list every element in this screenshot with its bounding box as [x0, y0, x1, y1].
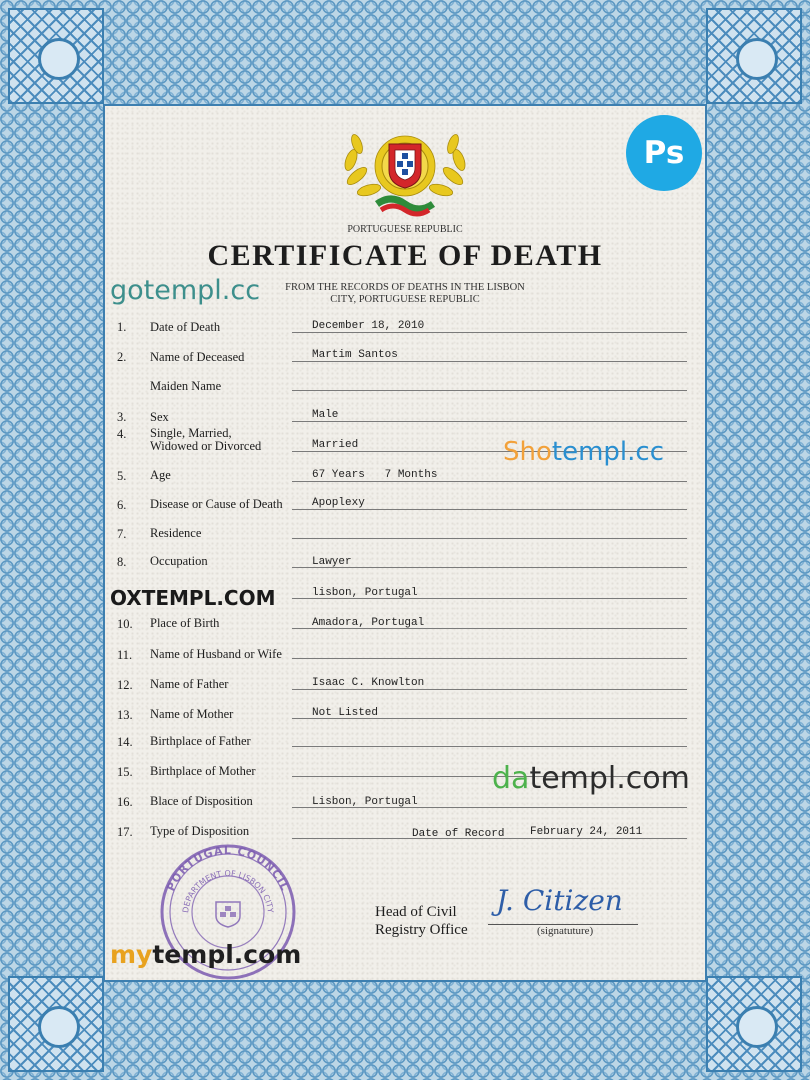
- field-underline: [292, 628, 687, 629]
- certificate-subtitle: [260, 282, 550, 306]
- subtitle-line-2: CITY, PORTUGUESE REPUBLIC: [330, 294, 480, 305]
- field-number: 10.: [117, 617, 133, 631]
- field-number: 5.: [117, 469, 127, 483]
- field-value-age: 67 Years 7 Months: [312, 469, 438, 481]
- field-number: 6.: [117, 498, 127, 512]
- field-value-place-of-death: lisbon, Portugal: [312, 587, 418, 599]
- field-label-maiden-name: Maiden Name: [150, 379, 222, 393]
- watermark-part: templ.cc: [551, 437, 664, 467]
- corner-ornament-bottom-left: [8, 976, 104, 1072]
- field-number: 16.: [117, 795, 133, 809]
- office-line-2: Registry Office: [375, 922, 468, 938]
- field-underline: [292, 807, 687, 808]
- field-label-residence: Residence: [150, 526, 202, 540]
- seal-top-text: PORTUGAL COUNCIL: [164, 843, 292, 894]
- field-underline: [292, 658, 687, 659]
- badge-text: Ps: [643, 135, 685, 171]
- watermark-part: da: [492, 761, 530, 796]
- field-value-place-of-disposition: Lisbon, Portugal: [312, 796, 418, 808]
- field-value-marital-status: Married: [312, 439, 359, 451]
- head-of-civil-registry-label: [375, 903, 468, 939]
- field-value-father-name: Isaac C. Knowlton: [312, 677, 425, 689]
- field-label-occupation: Occupation: [150, 554, 208, 568]
- field-number: 1.: [117, 320, 127, 334]
- field-value-sex: Male: [312, 409, 339, 421]
- watermark-shotempl: [503, 437, 664, 467]
- corner-ornament-top-left: [8, 8, 104, 104]
- field-label-date-of-death: Date of Death: [150, 320, 221, 334]
- signature-caption: (signatuture): [537, 925, 594, 937]
- watermark-part: templ.com: [529, 761, 690, 796]
- corner-ornament-top-right: [706, 8, 802, 104]
- field-label-father-birthplace: Birthplace of Father: [150, 734, 251, 748]
- watermark-part: Sho: [503, 437, 552, 467]
- field-number: 2.: [117, 350, 127, 364]
- field-number: 14.: [117, 735, 133, 749]
- watermark-part: my: [110, 940, 153, 969]
- watermark-gotempl: gotempl.cc: [110, 275, 261, 306]
- field-underline: [292, 361, 687, 362]
- field-value-name-of-deceased: Martim Santos: [312, 349, 398, 361]
- date-of-record-value: February 24, 2011: [530, 826, 643, 838]
- field-label-cause-of-death: Disease or Cause of Death: [150, 497, 283, 511]
- field-underline: [292, 718, 687, 719]
- field-underline: [292, 421, 687, 422]
- field-label-age: Age: [150, 468, 171, 482]
- field-number: 15.: [117, 765, 133, 779]
- watermark-part: templ.com: [152, 940, 302, 969]
- field-number: 11.: [117, 648, 133, 662]
- field-underline: [292, 481, 687, 482]
- field-underline: [292, 838, 687, 839]
- field-underline: [292, 509, 687, 510]
- watermark-mytempl: [110, 940, 301, 969]
- field-label-marital-status: Single, Married, Widowed or Divorced: [150, 426, 262, 453]
- field-underline: [292, 746, 687, 747]
- field-number: 17.: [117, 825, 133, 839]
- field-number: 3.: [117, 410, 127, 424]
- field-value-date-of-death: December 18, 2010: [312, 320, 425, 332]
- field-label-place-of-disposition: Blace of Disposition: [150, 794, 253, 808]
- republic-label: PORTUGUESE REPUBLIC: [347, 224, 463, 235]
- certificate-title: CERTIFICATE OF DEATH: [207, 239, 603, 272]
- date-of-record-label: Date of Record: [412, 828, 505, 840]
- field-underline: [292, 567, 687, 568]
- subtitle-line-1: FROM THE RECORDS OF DEATHS IN THE LISBON: [285, 282, 525, 293]
- field-label-sex: Sex: [150, 410, 169, 424]
- field-value-place-of-birth: Amadora, Portugal: [312, 617, 425, 629]
- field-number: 7.: [117, 527, 127, 541]
- corner-ornament-bottom-right: [706, 976, 802, 1072]
- field-underline: [292, 598, 687, 599]
- field-underline: [292, 390, 687, 391]
- watermark-oxtempl: OXTEMPL.COM: [110, 586, 276, 610]
- field-label-mother-name: Name of Mother: [150, 707, 234, 721]
- field-label-type-of-disposition: Type of Disposition: [150, 824, 250, 838]
- field-label-mother-birthplace: Birthplace of Mother: [150, 764, 256, 778]
- seal-inner-text: DEPARTMENT OF LISBON CITY: [181, 868, 275, 914]
- field-number: 13.: [117, 708, 133, 722]
- office-line-1: Head of Civil: [375, 904, 457, 920]
- coat-of-arms-icon: [335, 118, 475, 222]
- field-number: 12.: [117, 678, 133, 692]
- field-label-name-of-deceased: Name of Deceased: [150, 350, 245, 364]
- field-number: 4.: [117, 427, 127, 441]
- photoshop-badge-icon: [626, 115, 702, 191]
- field-underline: [292, 332, 687, 333]
- field-underline: [292, 538, 687, 539]
- field-number: 8.: [117, 555, 127, 569]
- field-label-father-name: Name of Father: [150, 677, 229, 691]
- field-value-occupation: Lawyer: [312, 556, 352, 568]
- watermark-datempl: [492, 761, 690, 796]
- field-value-mother-name: Not Listed: [312, 707, 379, 719]
- field-underline: [292, 689, 687, 690]
- field-value-cause-of-death: Apoplexy: [312, 497, 365, 509]
- handwritten-signature: J. Citizen: [496, 884, 623, 917]
- field-label-spouse-name: Name of Husband or Wife: [150, 647, 282, 661]
- field-label-place-of-birth: Place of Birth: [150, 616, 220, 630]
